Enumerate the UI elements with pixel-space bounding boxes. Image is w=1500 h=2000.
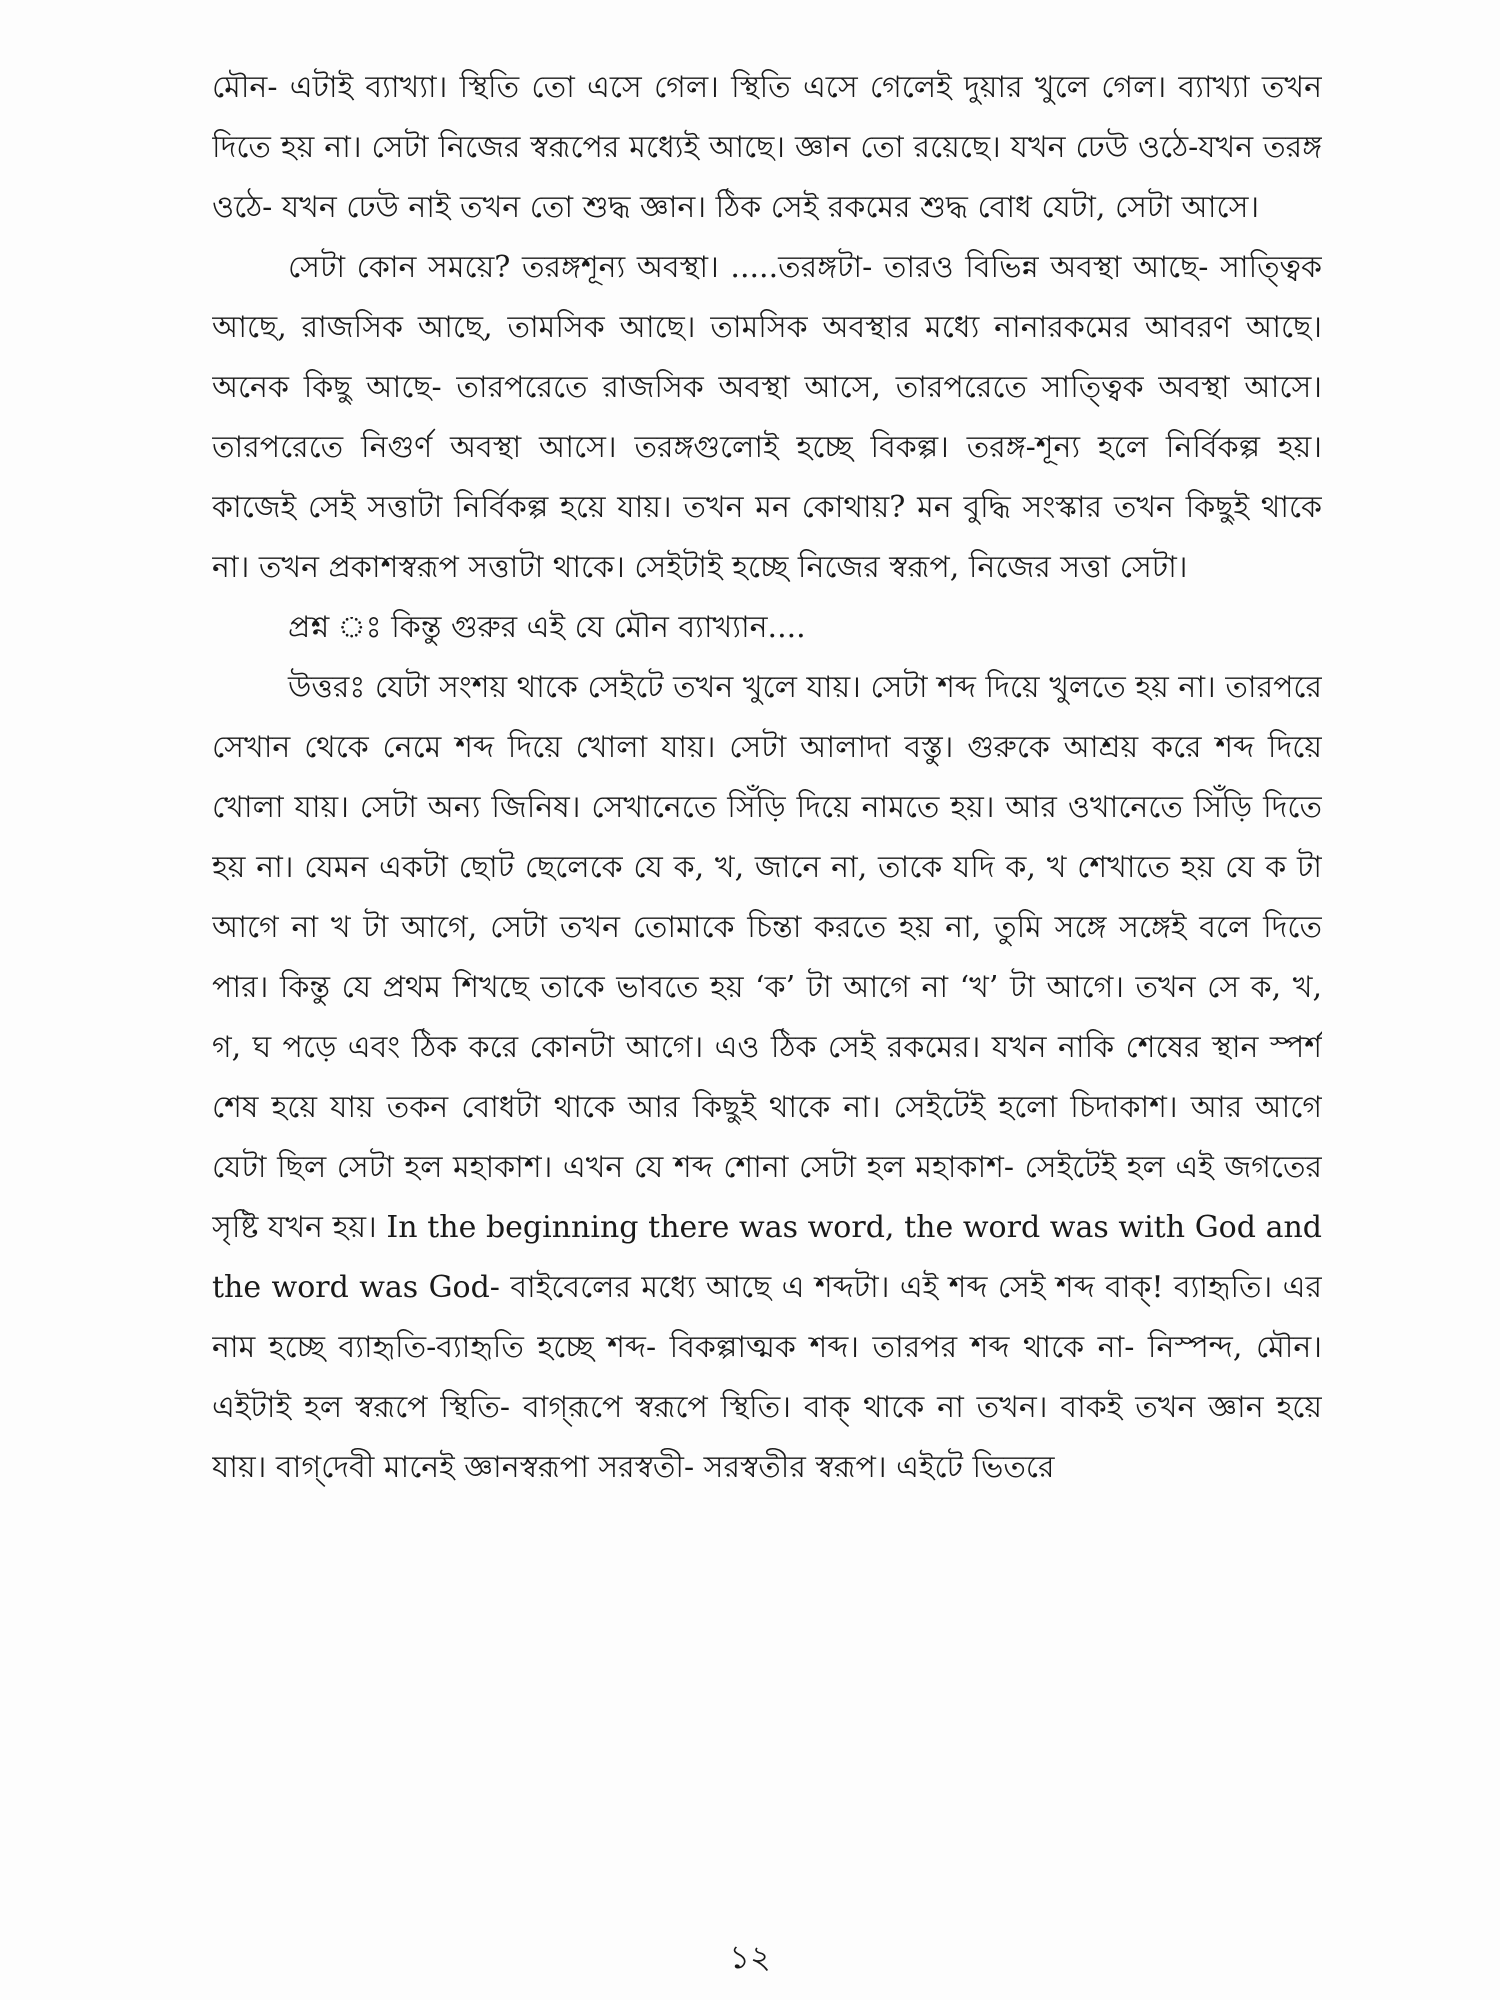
paragraph-2: সেটা কোন সময়ে? তরঙ্গশূন্য অবস্থা। .....তরঙ্গটা- তারও বিভিন্ন অবস্থা আছে- সাত্ত্বিক আছে, রাজসিক আছে, তামসিক আছে। তামসিক অবস্থার মধ্যে নানারকমের আবরণ আছে। অনেক কিছু আছে- তারপরেতে রাজসিক অবস্থা আসে, তারপরেতে সাত্ত্বিক অবস্থা আসে। তারপরেতে নিগুর্ণ অবস্থা আসে। তরঙ্গগুলোই হচ্ছে বিকল্প। তরঙ্গ-শূন্য হলে নির্বিকল্প হয়। কাজেই সেই সত্তাটা নির্বিকল্প হয়ে যায়। তখন মন কোথায়? মন বুদ্ধি সংস্কার তখন কিছুই থাকে না। তখন প্রকাশস্বরূপ সত্তাটা থাকে। সেইটাই হচ্ছে নিজের স্বরূপ, নিজের সত্তা সেটা।	[212, 250, 1322, 585]
answer-paragraph: উত্তরঃ যেটা সংশয় থাকে সেইটে তখন খুলে যায়। সেটা শব্দ দিয়ে খুলতে হয় না। তারপরে সেখান থেকে নেমে শব্দ দিয়ে খোলা যায়। সেটা আলাদা বস্তু। গুরুকে আশ্রয় করে শব্দ দিয়ে খোলা যায়। সেটা অন্য জিনিষ। সেখানেতে সিঁড়ি দিয়ে নামতে হয়। আর ওখানেতে সিঁড়ি দিতে হয় না। যেমন একটা ছোট ছেলেকে যে ক, খ, জানে না, তাকে যদি ক, খ শেখাতে হয় যে ক টা আগে না খ টা আগে, সেটা তখন তোমাকে চিন্তা করতে হয় না, তুমি সঙ্গে সঙ্গেই বলে দিতে পার। কিন্তু যে প্রথম শিখছে তাকে ভাবতে হয় ‘ক’ টা আগে না ‘খ’ টা আগে। তখন সে ক, খ, গ, ঘ পড়ে এবং ঠিক করে কোনটা আগে। এও ঠিক সেই রকমের। যখন নাকি শেষের স্থান স্পর্শ শেষ হয়ে যায় তকন বোধটা থাকে আর কিছুই থাকে না। সেইটেই হলো চিদাকাশ। আর আগে যেটা ছিল সেটা হল মহাকাশ। এখন যে শব্দ শোনা সেটা হল মহাকাশ- সেইটেই হল এই জগতের সৃষ্টি যখন হয়। In the beginning there was word, the word was with God and the word was God- বাইবেলের মধ্যে আছে এ শব্দটা। এই শব্দ সেই শব্দ বাক্! ব্যাহৃতি। এর নাম হচ্ছে ব্যাহৃতি-ব্যাহৃতি হচ্ছে শব্দ- বিকল্পাত্মক শব্দ। তারপর শব্দ থাকে না- নিস্পন্দ, মৌন। এইটাই হল স্বরূপে স্থিতি- বাগ্‌রূপে স্বরূপে স্থিতি। বাক্ থাকে না তখন। বাকই তখন জ্ঞান হয়ে যায়। বাগ্‌দেবী মানেই জ্ঞানস্বরূপা সরস্বতী- সরস্বতীর স্বরূপ। এইটে ভিতরে	[212, 670, 1322, 1485]
paragraph-1: মৌন- এটাই ব্যাখ্যা। স্থিতি তো এসে গেল। স্থিতি এসে গেলেই দুয়ার খুলে গেল। ব্যাখ্যা তখন দিতে হয় না। সেটা নিজের স্বরূপের মধ্যেই আছে। জ্ঞান তো রয়েছে। যখন ঢেউ ওঠে-যখন তরঙ্গ ওঠে- যখন ঢেউ নাই তখন তো শুদ্ধ জ্ঞান। ঠিক সেই রকমের শুদ্ধ বোধ যেটা, সেটা আসে।	[212, 70, 1322, 225]
body-text	[212, 58, 1322, 1868]
page-number: ১২	[729, 1938, 771, 1976]
question-paragraph: প্রশ্ন ঃ কিন্তু গুরুর এই যে মৌন ব্যাখ্যান....	[288, 610, 806, 645]
